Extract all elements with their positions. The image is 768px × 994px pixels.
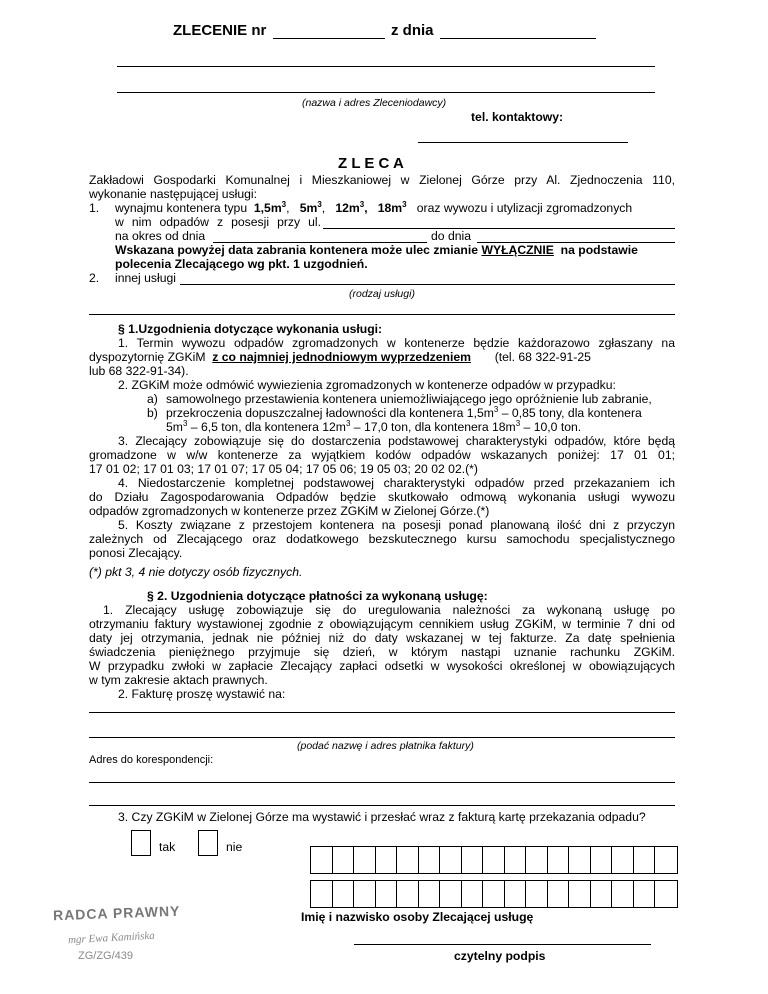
checkbox-yes-label: tak xyxy=(159,840,176,854)
item-1-text: wynajmu kontenera typu $1,5m^3$, $5m^3$, $12m^3$, $18m^3$ oraz wywozu i utylizacji zgromadzonych xyxy=(115,199,633,215)
s1-p5-line-2: zależnych od Zlecającego oraz dodatkowego bezskutecznego kursu samochodu specjalistycznego xyxy=(89,532,675,546)
s2-p1-line-6: w tym zakresie aktach prawnych. xyxy=(89,673,268,687)
intro-line-2: wykonanie następującej usługi: xyxy=(89,187,258,201)
s1-p3-line-1: 3. Zlecający zobowiązuje się do dostarczenia podstawowej charakterystyki odpadów, które będą xyxy=(118,434,675,448)
stamp-signature: mgr Ewa Kamińska xyxy=(67,929,156,947)
s1-p3-line-3: 17 01 02; 17 01 03; 17 01 07; 17 05 04; 17 05 06; 19 05 03; 20 02 02.(*) xyxy=(89,462,478,476)
item-1-lead: wynajmu kontenera typu xyxy=(115,201,248,215)
size-1-5m[interactable]: $1,5m^3$ xyxy=(253,199,287,215)
s2-p3-question: 3. Czy ZGKiM w Zielonej Górze ma wystawić i przesłać wraz z fakturą kartę przekazania odpadu? xyxy=(118,810,646,824)
intro-line-1: Zakładowi Gospodarki Komunalnej i Mieszkaniowej w Zielonej Górze przy Al. Zjednoczenia 110, xyxy=(89,173,675,187)
stamp-title: RADCA PRAWNY xyxy=(52,902,181,924)
order-date-field[interactable] xyxy=(440,38,596,39)
s1-p2b-line-1: przekroczenia dopuszczalnej ładowności dla kontenera $1,5m^3 - 0,85$ tony, dla kontenera xyxy=(166,404,642,420)
client-line-2[interactable] xyxy=(117,92,655,93)
order-title-prefix: ZLECENIE nr xyxy=(173,22,267,39)
s1-p5-line-1: 5. Koszty związane z przestojem kontenera na posesji ponad planowaną ilość dni z przyczyn xyxy=(118,518,675,532)
service-caption: (rodzaj usługi) xyxy=(349,288,415,300)
s2-p2: 2. Fakturę proszę wystawić na: xyxy=(118,687,286,701)
s1-p3-line-2: gromadzone w w/w kontenerze za wyjątkiem kodów odpadów wskazanych poniżej: 17 01 01; xyxy=(89,448,675,462)
item-2-number: 2. xyxy=(89,271,100,285)
s1-p1-line-2: dyspozytornię ZGKiM z co najmniej jednodniowym wyprzedzeniem (tel. 68 322-91-25 xyxy=(89,350,591,364)
client-caption: (nazwa i adres Zleceniodawcy) xyxy=(302,97,447,109)
s2-p1-line-3: daty jej otrzymania, jednak nie później niż do daty wskazanej w tej fakturze. Za datę spełnienia xyxy=(89,631,675,645)
s1-p2b-line-2: $5m^3 - 6,5$ ton, dla kontenera $12m^3 - 17,0$ ton, dla kontenera $18m^3 - 10,0$ ton. xyxy=(166,418,582,434)
s1-p2a: samowolnego przestawienia kontenera uniemożliwiającego jego opróżnienie lub zabranie, xyxy=(166,392,652,406)
s1-p4-line-2: do Działu Zagospodarowania Odpadów będzie skutkowało odmową wykonania usługi wywozu xyxy=(89,490,675,504)
payer-line-1[interactable] xyxy=(89,712,675,713)
address-line-2[interactable] xyxy=(89,805,675,806)
street-field[interactable] xyxy=(323,228,675,229)
stamp-number: ZG/ZG/439 xyxy=(78,950,134,962)
period-from-label: na okres od dnia xyxy=(115,229,206,243)
order-date-label: z dnia xyxy=(391,22,434,39)
phone-label: tel. kontaktowy: xyxy=(471,110,564,124)
order-title xyxy=(173,22,266,39)
checkbox-yes[interactable] xyxy=(131,830,151,856)
other-service-field[interactable] xyxy=(180,284,675,285)
advance-notice-requirement: z co najmniej jednodniowym wyprzedzeniem xyxy=(212,350,471,364)
checkbox-no[interactable] xyxy=(198,830,218,856)
item-1-number: 1. xyxy=(89,201,100,215)
zleca-heading: Z L E C A xyxy=(338,155,404,172)
s1-p2a-label: a) xyxy=(147,392,158,406)
name-grid-row-1[interactable] xyxy=(310,846,678,874)
order-number-field[interactable] xyxy=(273,38,385,39)
s1-p2: 2. ZGKiM może odmówić wywiezienia zgromadzonych w kontenerze odpadów w przypadku: xyxy=(118,378,616,392)
s2-p1-line-5: W przypadku zwłoki w zapłacie Zlecający zapłaci odsetki w wysokości określonej w obowiązujących xyxy=(89,659,675,673)
size-18m[interactable]: $18m^3$ xyxy=(377,199,407,215)
s2-p1-line-1: 1. Zlecający usługę zobowiązuje się do uregulowania należności za wykonaną usługę po xyxy=(103,603,675,617)
service-line-2[interactable] xyxy=(89,314,675,315)
section-2-heading: § 2. Uzgodnienia dotyczące płatności za wykonaną usługę: xyxy=(147,589,488,603)
client-line-1[interactable] xyxy=(117,66,655,67)
s2-p1-line-4: świadczenia pieniężnego przyjmuje się dzień, w którym nastąpi uznanie rachunku ZGKiM. xyxy=(89,645,675,659)
size-12m[interactable]: $12m^3$, xyxy=(335,199,368,215)
section-1-heading: § 1.Uzgodnienia dotyczące wykonania usługi: xyxy=(118,322,383,336)
checkbox-no-label: nie xyxy=(226,840,243,854)
notice-line-2: polecenia Zlecającego wg pkt. 1 uzgodnień. xyxy=(115,257,368,271)
signature-field[interactable] xyxy=(354,944,651,945)
s1-p5-line-3: ponosi Zlecający. xyxy=(89,546,183,560)
s1-p2b-label: b) xyxy=(147,406,158,420)
s1-p4-line-3: odpadów zgromadzonych w kontenerze przez ZGKiM w Zielonej Górze.(*) xyxy=(89,504,490,518)
name-grid-row-2[interactable] xyxy=(310,880,678,908)
s2-p1-line-2: otrzymaniu faktury wystawionej zgodnie z obowiązującym cennikiem usług ZGKiM, w terminie 7 dni od xyxy=(89,617,675,631)
address-label: Adres do korespondencji: xyxy=(89,754,214,766)
notice-line-1: Wskazana powyżej data zabrania kontenera może ulec zmianie WYŁĄCZNIE na podstawie xyxy=(115,243,638,257)
s1-p1-line-1: 1. Termin wywozu odpadów zgromadzonych w kontenerze będzie każdorazowo zgłaszany na xyxy=(118,336,675,350)
payer-line-2[interactable] xyxy=(89,737,675,738)
period-to-label: do dnia xyxy=(431,229,471,243)
phone-field[interactable] xyxy=(418,142,628,143)
item-2-label: innej usługi xyxy=(115,271,176,285)
s1-p4-line-1: 4. Niedostarczenie kompletnej podstawowej charakterystyki odpadów przed przekazaniem ich xyxy=(118,476,675,490)
item-1-tail: oraz wywozu i utylizacji zgromadzonych xyxy=(416,201,633,215)
item-1-line-2: w nim odpadów z posesji przy ul. xyxy=(115,215,321,229)
s1-p1-line-3: lub 68 322-91-34). xyxy=(89,364,189,378)
payer-caption: (podać nazwę i adres płatnika faktury) xyxy=(297,740,474,752)
address-line-1[interactable] xyxy=(89,782,675,783)
name-label: Imię i nazwisko osoby Zlecającej usługę xyxy=(301,910,534,924)
footnote: (*) pkt 3, 4 nie dotyczy osób fizycznych. xyxy=(89,565,303,579)
signature-label: czytelny podpis xyxy=(454,949,546,963)
size-5m[interactable]: $5m^3$ xyxy=(299,199,322,215)
